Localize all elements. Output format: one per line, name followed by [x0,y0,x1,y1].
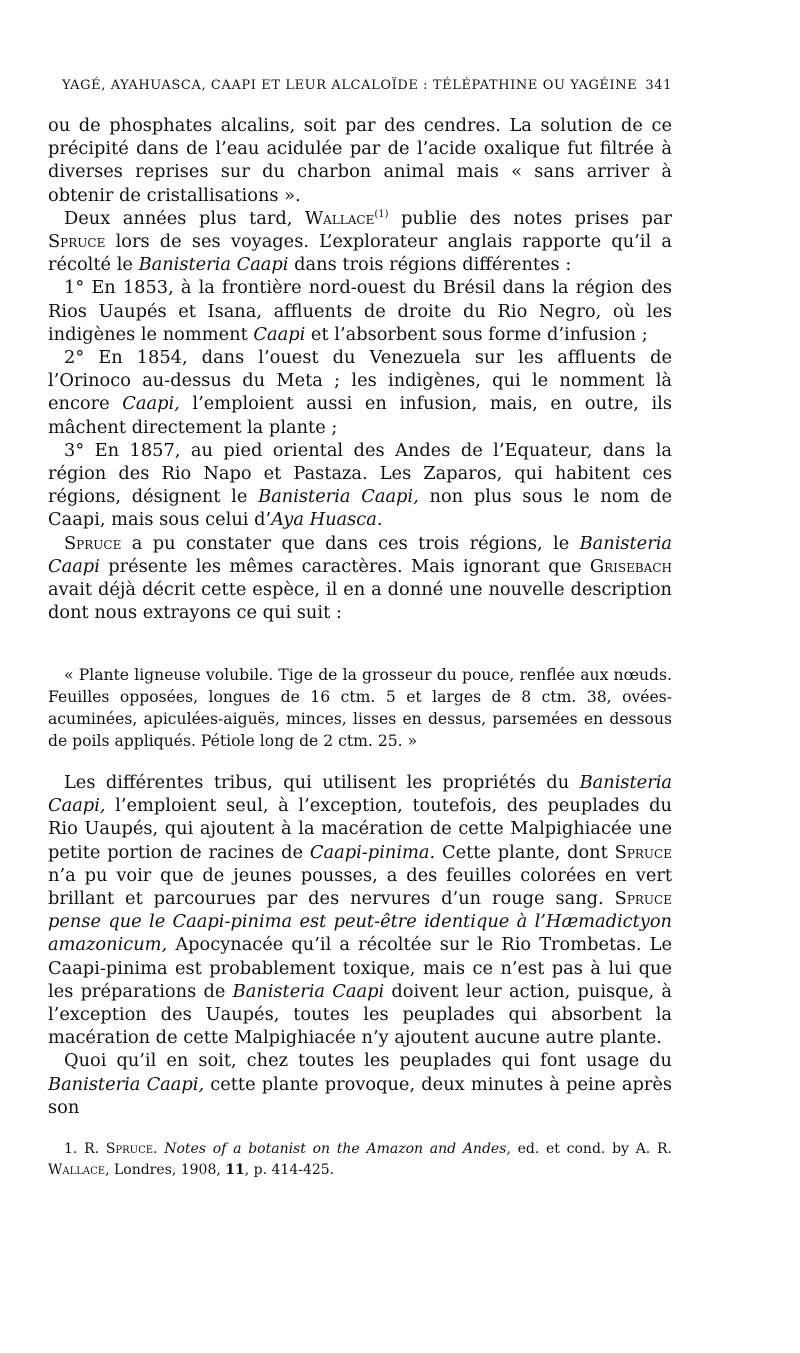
paragraph-effects: Quoi qu’il en soit, chez toutes les peuplades qui font usage du Banisteria Caapi, cette plante provoque, deux minutes à peine après son [48,1050,672,1118]
footnote-text: 1. R. Spruce. Notes of a botanist on the Amazon and Andes, ed. et cond. by A. R. Wallace, Londres, 1908, 11, p. 414-425. [48,1141,672,1178]
list-item-1853: 1° En 1853, à la frontière nord-ouest du Brésil dans la région des Rios Uaupés et Isana, affluents de droite du Rio Negro, où les indigènes le nomment Caapi et l’absorbent sous forme d’infusion ; [48,277,672,345]
running-title: YAGÉ, AYAHUASCA, CAAPI ET LEUR ALCALOÏDE : TÉLÉPATHINE OU YAGÉINE [62,78,638,93]
quote-text: « Plante ligneuse volubile. Tige de la grosseur du pouce, renflée aux nœuds. Feuilles opposées, longues de 16 ctm. 5 et larges de 8 ctm. 38, ovées-acuminées, apiculées-aiguës, minces, lisses en dessus, parsemées en dessous de poils appliqués. Pétiole long de 2 ctm. 25. » [48,666,672,750]
block-quote [48,664,672,752]
list-item-1854: 2° En 1854, dans l’ouest du Venezuela sur les affluents de l’Orinoco au-dessus du Meta ; les indigènes, qui le nomment là encore Caapi, l’emploient aussi en infusion, mais, en outre, ils mâchent directement la plante ; [48,347,672,438]
author-grisebach: Grisebach [589,555,672,577]
footnote [48,1139,672,1181]
author-wallace: Wallace [304,207,375,229]
main-text-upper [48,114,672,624]
paragraph-spruce-description: Spruce a pu constater que dans ces trois régions, le Banisteria Caapi présente les mêmes caractères. Mais ignorant que Grisebach avait déjà décrit cette espèce, il en a donné une nouvelle description dont nous extrayons ce qui suit : [48,532,672,624]
species-name: Banisteria Caapi [138,254,289,276]
paragraph-1: ou de phosphates alcalins, soit par des cendres. La solution de ce précipité dans de l’eau acidulée par de l’acide oxalique fut filtrée à diverses reprises sur du charbon animal mais « sans arriver à obtenir de cristallisations ». [48,115,672,206]
list-item-1857: 3° En 1857, au pied oriental des Andes de l’Equateur, dans la région des Rio Napo et Pastaza. Les Zaparos, qui habitent ces régions, désignent le Banisteria Caapi, non plus sous le nom de Caapi, mais sous celui d’Aya Huasca. [48,439,672,531]
running-head [62,78,672,93]
book-title: Notes of a botanist on the Amazon and Andes, [157,1141,511,1157]
paragraph-2: Deux années plus tard, Wallace$^{(1)}$ publie des notes prises par Spruce lors de ses voyages. L’explorateur anglais rapporte qu’il a récolté le Banisteria Caapi dans trois régions différentes : [48,207,672,276]
main-text-lower [48,771,672,1119]
page-number: 341 [645,78,672,93]
author-spruce: Spruce [48,231,106,253]
footnote-ref: (1) [374,208,389,220]
paragraph-tribes: Les différentes tribus, qui utilisent les propriétés du Banisteria Caapi, l’emploient seul, à l’exception, toutefois, des peuplades du Rio Uaupés, qui ajoutent à la macération de cette Malpighiacée une petite portion de racines de Caapi-pinima. Cette plante, dont Spruce n’a pu voir que de jeunes pousses, a des feuilles colorées en vert brillant et parcourues par des nervures d’un rouge sang. Spruce pense que le Caapi-pinima est peut-être identique à l’Hæmadictyon amazonicum, Apocynacée qu’il a récoltée sur le Rio Trombetas. Le Caapi-pinima est probablement toxique, mais ce n’est pas à lui que les préparations de Banisteria Caapi doivent leur action, puisque, à l’exception des Uaupés, toutes les peuplades qui absorbent la macération de cette Malpighiacée n’y ajoutent aucune autre plante. [48,772,672,1049]
